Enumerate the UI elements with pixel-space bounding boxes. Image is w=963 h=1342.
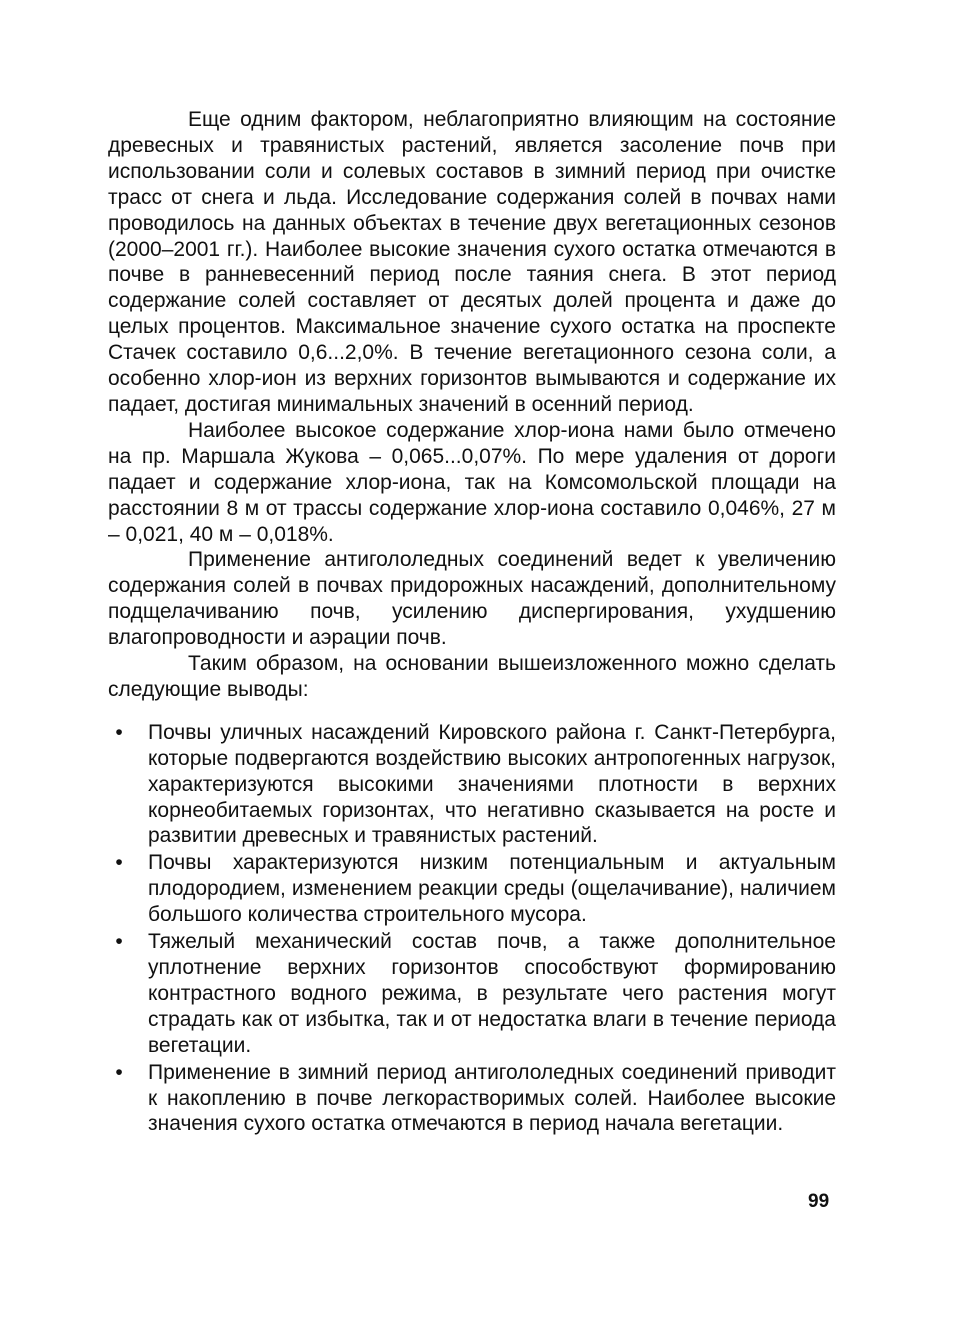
list-item <box>108 850 836 928</box>
bullet-icon: • <box>115 930 123 954</box>
paragraph-chloride: Наиболее высокое содержание хлор-иона нами было отмечено на пр. Маршала Жукова – 0,065...0,07%. По мере удаления от дороги падает и содержание хлор-иона, так на Комсомольской площади на расстоянии 8 м от трассы содержание хлор-иона составило 0,046%, 27 м – 0,021, 40 м – 0,018%. <box>108 418 836 546</box>
page-body <box>108 107 836 1138</box>
bullet-icon: • <box>115 720 123 744</box>
paragraph-deicing: Применение антигололедных соединений ведет к увеличению содержания солей в почвах придорожных насаждений, дополнительному подщелачиванию почв, усилению диспергирования, ухудшению влагопроводности и аэрации почв. <box>108 548 836 650</box>
page-number: 99 <box>808 1191 830 1212</box>
list-item <box>108 1060 836 1138</box>
bullet-icon: • <box>115 851 123 875</box>
bullet-icon: • <box>115 1060 123 1084</box>
list-item-text: Почвы характеризуются низким потенциальным и актуальным плодородием, изменением реакции среды (ощелачивание), наличием большого количества строительного мусора. <box>148 851 836 927</box>
list-item <box>108 720 836 850</box>
list-item-text: Применение в зимний период антигололедных соединений приводит к накоплению в почве легкорастворимых солей. Наиболее высокие значения сухого остатка отмечаются в период начала вегетации. <box>148 1060 836 1136</box>
conclusions-list <box>108 720 836 1138</box>
list-item-text: Тяжелый механический состав почв, а также дополнительное уплотнение верхних горизонтов способствуют формированию контрастного водного режима, в результате чего растения могут страдать как от избытка, так и от недостатка влаги в течение периода вегетации. <box>148 930 836 1057</box>
list-item-text: Почвы уличных насаждений Кировского района г. Санкт-Петербурга, которые подвергаются воздействию высоких антропогенных нагрузок, характеризуются высокими значениями плотности в верхних корнеобитаемых горизонтах, что негативно сказывается на росте и развитии древесных и травянистых растений. <box>148 720 836 848</box>
paragraph-conclusions-intro: Таким образом, на основании вышеизложенного можно сделать следующие выводы: <box>108 652 836 701</box>
list-item <box>108 929 836 1059</box>
paragraph-salinization: Еще одним фактором, неблагоприятно влияющим на состояние древесных и травянистых растений, является засоление почв при использовании соли и солевых составов в зимний период при очистке трасс от снега и льда. Исследование содержания солей в почвах нами проводилось на данных объектах в течение двух вегетационных сезонов (2000–2001 гг.). Наиболее высокие значения сухого остатка отмечаются в почве в ранневесенний период после таяния снега. В этот период содержание солей составляет от десятых долей процента и даже до целых процентов. Максимальное значение сухого остатка на проспекте Стачек составило 0,6...2,0%. В течение вегетационного сезона соли, а особенно хлор-ион из верхних горизонтов вымываются и содержание их падает, достигая минимальных значений в осенний период. <box>108 108 836 416</box>
